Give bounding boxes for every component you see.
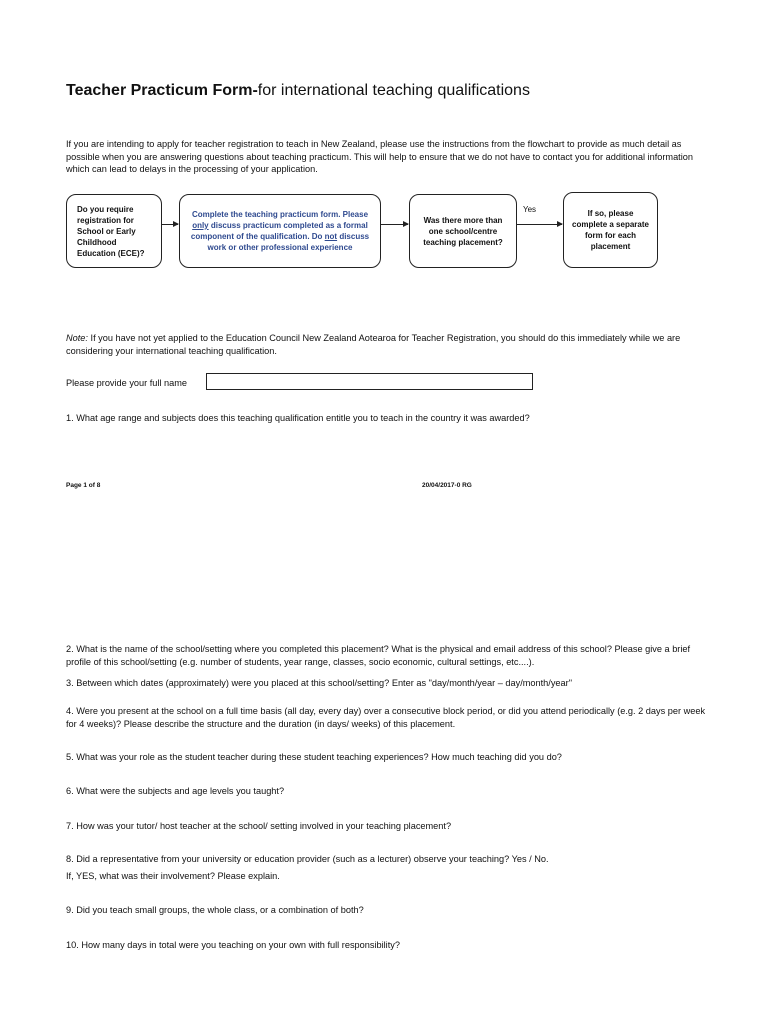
flow-box-only-emphasis: only — [192, 221, 209, 230]
page-number: Page 1 of 8 — [66, 482, 101, 489]
question-1: 1. What age range and subjects does this teaching qualification entitle you to teach in the country it was awarded? — [66, 413, 530, 423]
question-9: 9. Did you teach small groups, the whole class, or a combination of both? — [66, 905, 364, 915]
flow-box-complete-form-text-b: discuss practicum completed as a formal component of the qualification. Do — [190, 221, 368, 241]
question-2: 2. What is the name of the school/setting where you completed this placement? What is the physical and email address of this school? Please give a brief profile of this school/setting (e.g. number of students, year range, classes, socio economic, cultural settings, etc....). — [66, 644, 691, 667]
flow-box-complete-form-text-a: Complete the teaching practicum form. Please — [191, 210, 369, 219]
full-name-label: Please provide your full name — [66, 378, 188, 388]
question-10: 10. How many days in total were you teaching on your own with full responsibility? — [66, 940, 400, 950]
question-8: 8. Did a representative from your university or education provider (such as a lecturer) observe your teaching? Yes / No. — [66, 854, 549, 864]
flow-box-separate-form-text: If so, please complete a separate form for each placement — [572, 209, 649, 251]
question-4: 4. Were you present at the school on a full time basis (all day, every day) over a consecutive block period, or did you attend periodically (e.g. 2 days per week for 4 weeks)? Please describe the structure and the duration (in days/ weeks) of this placement. — [66, 706, 706, 729]
flow-arrow-yes — [517, 224, 562, 225]
flow-arrow-2 — [381, 224, 408, 225]
question-5: 5. What was your role as the student teacher during these student teaching experiences? How much teaching did you do? — [66, 752, 562, 762]
note-label: Note: — [66, 333, 88, 343]
full-name-input[interactable] — [206, 373, 533, 390]
flow-box-complete-form — [179, 194, 381, 268]
flow-arrow-1 — [162, 224, 178, 225]
note-paragraph — [66, 332, 706, 357]
question-7: 7. How was your tutor/ host teacher at the school/ setting involved in your teaching placement? — [66, 821, 452, 831]
flow-box-multiple-placements — [409, 194, 517, 268]
flow-box-registration — [66, 194, 162, 268]
question-8-followup: If, YES, what was their involvement? Please explain. — [66, 871, 280, 881]
form-title-subtitle: for international teaching qualifications — [257, 82, 530, 99]
question-3: 3. Between which dates (approximately) were you placed at this school/setting? Enter as "day/month/year – day/month/year" — [66, 678, 572, 688]
note-text: If you have not yet applied to the Education Council New Zealand Aotearoa for Teacher Registration, you should do this immediately while we are considering your international teaching qualification. — [66, 333, 681, 356]
question-6: 6. What were the subjects and age levels you taught? — [66, 786, 285, 796]
form-title — [66, 82, 530, 100]
flow-box-complete-form-text-c: discuss work or other professional experience — [207, 232, 370, 252]
flow-box-multiple-placements-text: Was there more than one school/centre teaching placement? — [423, 215, 503, 247]
intro-paragraph: If you are intending to apply for teacher registration to teach in New Zealand, please use the instructions from the flowchart to provide as much detail as possible when you are answering questions about teaching practicum. This will help to ensure that we do not have to contact you for additional information which can lead to delays in the processing of your application. — [66, 139, 693, 174]
flow-yes-label: Yes — [523, 205, 537, 214]
flow-box-registration-text: Do you require registration for School or Early Childhood Education (ECE)? — [77, 204, 145, 258]
flow-box-separate-form — [563, 192, 658, 268]
flow-box-not-emphasis: not — [324, 232, 338, 241]
form-title-bold: Teacher Practicum Form- — [66, 82, 258, 99]
document-reference: 20/04/2017-0 RG — [422, 482, 472, 489]
flow-box-complete-form-text — [188, 209, 372, 253]
